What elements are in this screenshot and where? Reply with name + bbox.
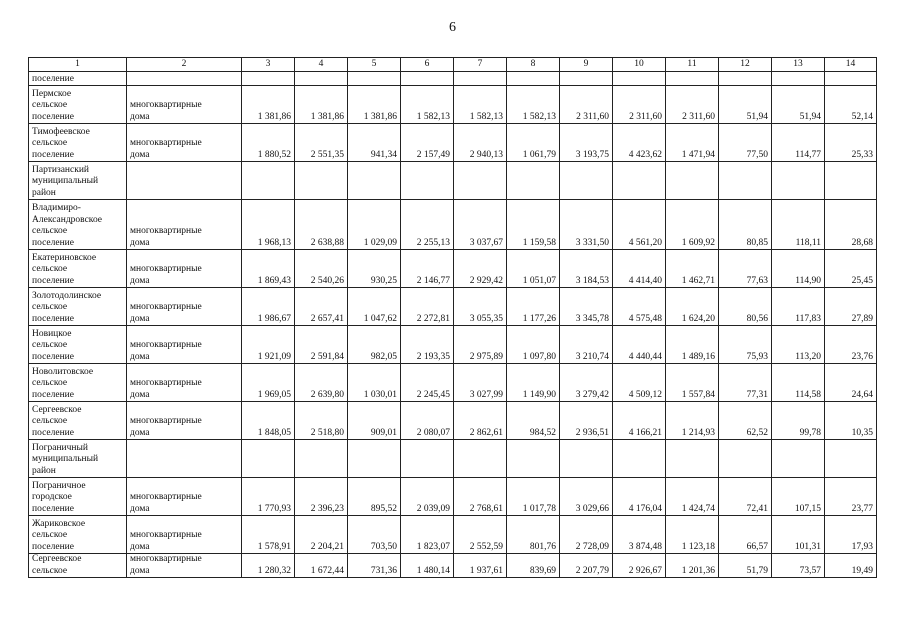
value-cell: 2 862,61 — [454, 402, 507, 440]
table-row — [29, 72, 877, 86]
column-number: 12 — [719, 58, 772, 72]
housing-type — [127, 72, 242, 86]
table-row — [29, 402, 877, 440]
value-cell: 27,89 — [825, 288, 877, 326]
value-cell — [825, 72, 877, 86]
value-cell — [454, 440, 507, 478]
value-cell: 1 214,93 — [666, 402, 719, 440]
value-cell: 99,78 — [772, 402, 825, 440]
table-row — [29, 516, 877, 554]
column-number: 1 — [29, 58, 127, 72]
table-row — [29, 288, 877, 326]
value-cell: 113,20 — [772, 326, 825, 364]
table-row — [29, 440, 877, 478]
value-cell: 982,05 — [348, 326, 401, 364]
value-cell: 2 768,61 — [454, 478, 507, 516]
value-cell: 77,31 — [719, 364, 772, 402]
value-cell: 1 880,52 — [242, 124, 295, 162]
housing-type: многоквартирные дома — [127, 200, 242, 250]
value-cell: 731,36 — [348, 554, 401, 578]
value-cell: 1 030,01 — [348, 364, 401, 402]
value-cell: 51,94 — [772, 86, 825, 124]
territory-name: Новицкое сельское поселение — [29, 326, 127, 364]
value-cell: 2 255,13 — [401, 200, 454, 250]
value-cell: 1 582,13 — [507, 86, 560, 124]
value-cell: 2 728,09 — [560, 516, 613, 554]
housing-type: многоквартирные дома — [127, 86, 242, 124]
table-row — [29, 250, 877, 288]
value-cell — [613, 72, 666, 86]
table-row — [29, 364, 877, 402]
value-cell: 1 159,58 — [507, 200, 560, 250]
value-cell — [719, 72, 772, 86]
value-cell: 3 055,35 — [454, 288, 507, 326]
value-cell: 2 518,80 — [295, 402, 348, 440]
value-cell: 2 926,67 — [613, 554, 666, 578]
value-cell: 25,33 — [825, 124, 877, 162]
housing-type: многоквартирные дома — [127, 124, 242, 162]
value-cell: 3 029,66 — [560, 478, 613, 516]
value-cell: 4 414,40 — [613, 250, 666, 288]
tariff-table — [28, 57, 877, 578]
value-cell: 1 051,07 — [507, 250, 560, 288]
housing-type: многоквартирные дома — [127, 516, 242, 554]
value-cell: 4 176,04 — [613, 478, 666, 516]
housing-type: многоквартирные дома — [127, 364, 242, 402]
value-cell: 23,76 — [825, 326, 877, 364]
column-number: 8 — [507, 58, 560, 72]
value-cell: 1 280,32 — [242, 554, 295, 578]
value-cell: 4 166,21 — [613, 402, 666, 440]
value-cell — [613, 440, 666, 478]
value-cell: 107,15 — [772, 478, 825, 516]
value-cell: 75,93 — [719, 326, 772, 364]
value-cell: 77,50 — [719, 124, 772, 162]
housing-type: многоквартирные дома — [127, 554, 242, 578]
value-cell: 941,34 — [348, 124, 401, 162]
table-row — [29, 554, 877, 578]
value-cell: 80,85 — [719, 200, 772, 250]
value-cell: 703,50 — [348, 516, 401, 554]
page-number: 6 — [449, 20, 456, 35]
value-cell: 930,25 — [348, 250, 401, 288]
value-cell: 1 462,71 — [666, 250, 719, 288]
column-number: 14 — [825, 58, 877, 72]
column-number: 11 — [666, 58, 719, 72]
value-cell — [348, 162, 401, 200]
housing-type: многоквартирные дома — [127, 250, 242, 288]
value-cell: 839,69 — [507, 554, 560, 578]
value-cell: 2 207,79 — [560, 554, 613, 578]
value-cell: 1 471,94 — [666, 124, 719, 162]
value-cell: 2 639,80 — [295, 364, 348, 402]
value-cell: 2 552,59 — [454, 516, 507, 554]
value-cell: 2 311,60 — [613, 86, 666, 124]
value-cell: 25,45 — [825, 250, 877, 288]
value-cell — [560, 440, 613, 478]
value-cell: 2 975,89 — [454, 326, 507, 364]
value-cell — [295, 162, 348, 200]
value-cell: 4 561,20 — [613, 200, 666, 250]
territory-name: Золотодолинское сельское поселение — [29, 288, 127, 326]
value-cell: 2 204,21 — [295, 516, 348, 554]
value-cell — [825, 440, 877, 478]
territory-name: Пограничный муниципальный район — [29, 440, 127, 478]
value-cell: 80,56 — [719, 288, 772, 326]
value-cell — [772, 72, 825, 86]
value-cell — [666, 72, 719, 86]
value-cell: 4 575,48 — [613, 288, 666, 326]
territory-name: Сергеевское сельское — [29, 554, 127, 578]
table-row — [29, 478, 877, 516]
value-cell: 2 146,77 — [401, 250, 454, 288]
value-cell: 1 177,26 — [507, 288, 560, 326]
value-cell: 1 823,07 — [401, 516, 454, 554]
value-cell: 1 381,86 — [242, 86, 295, 124]
value-cell: 101,31 — [772, 516, 825, 554]
value-cell — [242, 440, 295, 478]
value-cell: 1 424,74 — [666, 478, 719, 516]
value-cell — [295, 440, 348, 478]
value-cell: 51,79 — [719, 554, 772, 578]
value-cell: 895,52 — [348, 478, 401, 516]
value-cell — [348, 72, 401, 86]
housing-type: многоквартирные дома — [127, 478, 242, 516]
value-cell: 1 770,93 — [242, 478, 295, 516]
value-cell — [772, 162, 825, 200]
value-cell: 51,94 — [719, 86, 772, 124]
value-cell: 73,57 — [772, 554, 825, 578]
value-cell: 118,11 — [772, 200, 825, 250]
value-cell: 4 509,12 — [613, 364, 666, 402]
value-cell: 2 039,09 — [401, 478, 454, 516]
value-cell: 28,68 — [825, 200, 877, 250]
territory-name: Пермское сельское поселение — [29, 86, 127, 124]
value-cell: 909,01 — [348, 402, 401, 440]
value-cell: 3 193,75 — [560, 124, 613, 162]
value-cell: 1 582,13 — [401, 86, 454, 124]
value-cell: 4 423,62 — [613, 124, 666, 162]
value-cell: 801,76 — [507, 516, 560, 554]
housing-type: многоквартирные дома — [127, 326, 242, 364]
value-cell: 2 638,88 — [295, 200, 348, 250]
value-cell: 2 540,26 — [295, 250, 348, 288]
value-cell: 23,77 — [825, 478, 877, 516]
value-cell: 62,52 — [719, 402, 772, 440]
column-number: 10 — [613, 58, 666, 72]
value-cell: 114,77 — [772, 124, 825, 162]
value-cell: 2 936,51 — [560, 402, 613, 440]
column-number: 13 — [772, 58, 825, 72]
value-cell — [295, 72, 348, 86]
value-cell: 1 047,62 — [348, 288, 401, 326]
territory-name: Партизанский муниципальный район — [29, 162, 127, 200]
value-cell — [401, 72, 454, 86]
value-cell: 3 279,42 — [560, 364, 613, 402]
table-row — [29, 200, 877, 250]
territory-name: Жариковское сельское поселение — [29, 516, 127, 554]
value-cell: 1 557,84 — [666, 364, 719, 402]
value-cell: 1 609,92 — [666, 200, 719, 250]
value-cell — [719, 440, 772, 478]
value-cell: 1 582,13 — [454, 86, 507, 124]
value-cell: 3 027,99 — [454, 364, 507, 402]
value-cell: 984,52 — [507, 402, 560, 440]
value-cell: 2 311,60 — [666, 86, 719, 124]
column-number: 3 — [242, 58, 295, 72]
column-number: 7 — [454, 58, 507, 72]
value-cell: 1 578,91 — [242, 516, 295, 554]
table-row — [29, 162, 877, 200]
column-number: 6 — [401, 58, 454, 72]
value-cell: 17,93 — [825, 516, 877, 554]
value-cell — [719, 162, 772, 200]
value-cell: 2 940,13 — [454, 124, 507, 162]
value-cell: 114,58 — [772, 364, 825, 402]
value-cell — [772, 440, 825, 478]
value-cell: 4 440,44 — [613, 326, 666, 364]
column-number: 5 — [348, 58, 401, 72]
territory-name: Владимиро- Александровское сельское поселение — [29, 200, 127, 250]
value-cell: 1 061,79 — [507, 124, 560, 162]
value-cell: 1 480,14 — [401, 554, 454, 578]
value-cell: 3 331,50 — [560, 200, 613, 250]
value-cell — [401, 440, 454, 478]
value-cell: 10,35 — [825, 402, 877, 440]
territory-name: Пограничное городское поселение — [29, 478, 127, 516]
value-cell: 2 311,60 — [560, 86, 613, 124]
value-cell: 2 245,45 — [401, 364, 454, 402]
value-cell: 1 869,43 — [242, 250, 295, 288]
column-number: 9 — [560, 58, 613, 72]
value-cell: 1 672,44 — [295, 554, 348, 578]
value-cell — [666, 440, 719, 478]
value-cell: 24,64 — [825, 364, 877, 402]
table-row — [29, 326, 877, 364]
value-cell: 1 489,16 — [666, 326, 719, 364]
value-cell — [454, 162, 507, 200]
value-cell: 1 937,61 — [454, 554, 507, 578]
value-cell — [613, 162, 666, 200]
value-cell: 1 381,86 — [295, 86, 348, 124]
value-cell: 72,41 — [719, 478, 772, 516]
value-cell — [242, 72, 295, 86]
value-cell: 3 210,74 — [560, 326, 613, 364]
value-cell: 114,90 — [772, 250, 825, 288]
value-cell: 1 097,80 — [507, 326, 560, 364]
value-cell: 1 123,18 — [666, 516, 719, 554]
territory-name: Сергеевское сельское поселение — [29, 402, 127, 440]
value-cell: 3 037,67 — [454, 200, 507, 250]
table-row — [29, 86, 877, 124]
column-number: 4 — [295, 58, 348, 72]
value-cell — [825, 162, 877, 200]
territory-name: поселение — [29, 72, 127, 86]
value-cell: 1 986,67 — [242, 288, 295, 326]
value-cell: 52,14 — [825, 86, 877, 124]
column-number: 2 — [127, 58, 242, 72]
housing-type — [127, 162, 242, 200]
housing-type — [127, 440, 242, 478]
value-cell: 1 201,36 — [666, 554, 719, 578]
value-cell: 3 345,78 — [560, 288, 613, 326]
value-cell — [401, 162, 454, 200]
value-cell: 2 157,49 — [401, 124, 454, 162]
value-cell — [507, 72, 560, 86]
table-row — [29, 124, 877, 162]
value-cell: 1 017,78 — [507, 478, 560, 516]
value-cell — [454, 72, 507, 86]
territory-name: Екатериновское сельское поселение — [29, 250, 127, 288]
value-cell — [560, 72, 613, 86]
value-cell: 3 184,53 — [560, 250, 613, 288]
value-cell — [242, 162, 295, 200]
value-cell: 77,63 — [719, 250, 772, 288]
value-cell: 1 921,09 — [242, 326, 295, 364]
value-cell: 2 193,35 — [401, 326, 454, 364]
value-cell: 2 551,35 — [295, 124, 348, 162]
value-cell: 1 029,09 — [348, 200, 401, 250]
value-cell: 2 396,23 — [295, 478, 348, 516]
value-cell: 2 657,41 — [295, 288, 348, 326]
territory-name: Новолитовское сельское поселение — [29, 364, 127, 402]
value-cell: 2 080,07 — [401, 402, 454, 440]
value-cell: 117,83 — [772, 288, 825, 326]
value-cell: 2 929,42 — [454, 250, 507, 288]
value-cell: 3 874,48 — [613, 516, 666, 554]
value-cell — [560, 162, 613, 200]
value-cell: 1 381,86 — [348, 86, 401, 124]
value-cell: 1 624,20 — [666, 288, 719, 326]
value-cell — [666, 162, 719, 200]
header-row — [29, 58, 877, 72]
value-cell: 1 848,05 — [242, 402, 295, 440]
housing-type: многоквартирные дома — [127, 402, 242, 440]
value-cell — [507, 440, 560, 478]
value-cell: 66,57 — [719, 516, 772, 554]
value-cell: 1 149,90 — [507, 364, 560, 402]
value-cell — [507, 162, 560, 200]
value-cell: 19,49 — [825, 554, 877, 578]
value-cell: 1 969,05 — [242, 364, 295, 402]
housing-type: многоквартирные дома — [127, 288, 242, 326]
value-cell: 1 968,13 — [242, 200, 295, 250]
value-cell: 2 272,81 — [401, 288, 454, 326]
value-cell: 2 591,84 — [295, 326, 348, 364]
value-cell — [348, 440, 401, 478]
territory-name: Тимофеевское сельское поселение — [29, 124, 127, 162]
